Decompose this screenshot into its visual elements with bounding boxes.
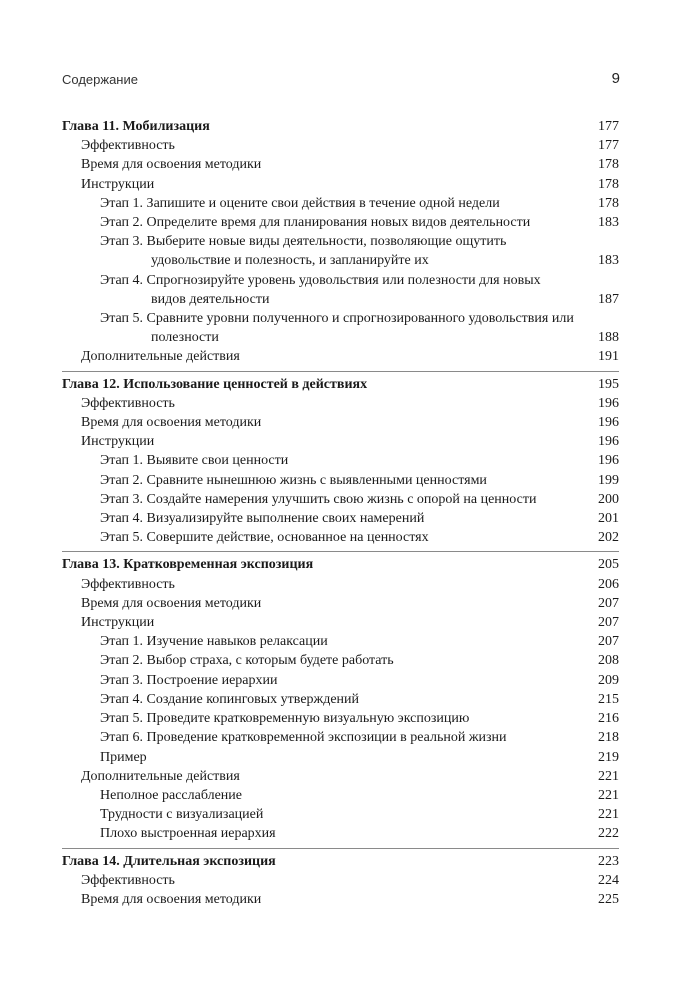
subsection-entry[interactable] bbox=[62, 709, 619, 728]
subsection-entry[interactable] bbox=[62, 824, 619, 843]
section-entry[interactable] bbox=[62, 890, 619, 909]
entry-title: Дополнительные действия bbox=[81, 349, 240, 365]
entry-title: Время для освоения методики bbox=[81, 595, 262, 611]
subsection-entry[interactable] bbox=[62, 271, 619, 309]
entry-title: Этап 2. Определите время для планирования новых видов деятельности bbox=[100, 215, 531, 231]
entry-page-number: 223 bbox=[598, 853, 619, 869]
section-entry[interactable] bbox=[62, 767, 619, 786]
entry-page-number: 207 bbox=[598, 615, 619, 631]
section-entry[interactable] bbox=[62, 413, 619, 432]
entry-title: Время для освоения методики bbox=[81, 157, 262, 173]
entry-title: Этап 5. Совершите действие, основанное на ценностях bbox=[100, 530, 429, 546]
chapter-section bbox=[62, 117, 619, 367]
subsection-entry[interactable] bbox=[62, 194, 619, 213]
entry-page-number: 215 bbox=[598, 691, 619, 707]
entry-title: Этап 4. Визуализируйте выполнение своих намерений bbox=[100, 511, 425, 527]
subsection-entry[interactable] bbox=[62, 671, 619, 690]
table-of-contents bbox=[62, 117, 619, 909]
entry-page-number: 207 bbox=[598, 634, 619, 650]
section-entry[interactable] bbox=[62, 871, 619, 890]
entry-page-number: 219 bbox=[598, 749, 619, 765]
entry-title: Этап 4. Спрогнозируйте уровень удовольствия или полезности для новых видов деятельности bbox=[100, 272, 541, 307]
subsection-entry[interactable] bbox=[62, 690, 619, 709]
subsection-entry[interactable] bbox=[62, 728, 619, 747]
subsection-entry[interactable] bbox=[62, 309, 619, 347]
entry-title: Этап 3. Построение иерархии bbox=[100, 672, 278, 688]
entry-title: Эффективность bbox=[81, 576, 175, 592]
subsection-entry[interactable] bbox=[62, 748, 619, 767]
entry-page-number: 225 bbox=[598, 891, 619, 907]
section-entry[interactable] bbox=[62, 394, 619, 413]
entry-page-number: 206 bbox=[598, 576, 619, 592]
subsection-entry[interactable] bbox=[62, 232, 619, 270]
entry-page-number: 199 bbox=[598, 472, 619, 488]
entry-page-number: 202 bbox=[598, 530, 619, 546]
entry-title: Эффективность bbox=[81, 138, 175, 154]
entry-page-number: 196 bbox=[598, 415, 619, 431]
entry-title: Эффективность bbox=[81, 395, 175, 411]
entry-page-number: 196 bbox=[598, 434, 619, 450]
entry-title: Неполное расслабление bbox=[100, 787, 243, 803]
entry-page-number: 178 bbox=[598, 195, 619, 211]
subsection-entry[interactable] bbox=[62, 451, 619, 470]
subsection-entry[interactable] bbox=[62, 805, 619, 824]
entry-page-number: 216 bbox=[598, 711, 619, 727]
running-title: Содержание bbox=[62, 72, 138, 87]
entry-title: Инструкции bbox=[81, 434, 155, 450]
chapter-section bbox=[62, 848, 619, 910]
section-entry[interactable] bbox=[62, 136, 619, 155]
entry-page-number: 224 bbox=[598, 872, 619, 888]
entry-title: Этап 3. Создайте намерения улучшить свою жизнь с опорой на ценности bbox=[100, 491, 537, 507]
entry-page-number: 191 bbox=[598, 349, 619, 365]
entry-title: Эффективность bbox=[81, 872, 175, 888]
chapter-section bbox=[62, 371, 619, 548]
subsection-entry[interactable] bbox=[62, 213, 619, 232]
entry-title: Дополнительные действия bbox=[81, 768, 240, 784]
entry-page-number: 208 bbox=[598, 653, 619, 669]
entry-title: Глава 12. Использование ценностей в действиях bbox=[62, 376, 368, 392]
section-entry[interactable] bbox=[62, 155, 619, 174]
entry-page-number: 178 bbox=[598, 157, 619, 173]
entry-page-number: 177 bbox=[598, 119, 619, 134]
subsection-entry[interactable] bbox=[62, 632, 619, 651]
entry-page-number: 221 bbox=[598, 807, 619, 823]
entry-title: Этап 1. Запишите и оцените свои действия в течение одной недели bbox=[100, 195, 500, 211]
entry-page-number: 218 bbox=[598, 730, 619, 746]
entry-title: Этап 6. Проведение кратковременной экспозиции в реальной жизни bbox=[100, 730, 507, 746]
entry-page-number: 221 bbox=[598, 768, 619, 784]
section-entry[interactable] bbox=[62, 175, 619, 194]
section-entry[interactable] bbox=[62, 575, 619, 594]
chapter-heading[interactable] bbox=[62, 375, 619, 394]
entry-page-number: 183 bbox=[598, 253, 619, 269]
entry-title: Этап 4. Создание копинговых утверждений bbox=[100, 691, 360, 707]
entry-page-number: 205 bbox=[598, 557, 619, 573]
entry-title: Этап 3. Выберите новые виды деятельности, позволяющие ощутить удовольствие и полезность, и запланируйте их bbox=[100, 234, 507, 269]
entry-page-number: 209 bbox=[598, 672, 619, 688]
subsection-entry[interactable] bbox=[62, 651, 619, 670]
subsection-entry[interactable] bbox=[62, 786, 619, 805]
entry-title: Этап 1. Выявите свои ценности bbox=[100, 453, 289, 469]
entry-title: Этап 1. Изучение навыков релаксации bbox=[100, 634, 328, 650]
entry-page-number: 207 bbox=[598, 595, 619, 611]
entry-page-number: 201 bbox=[598, 511, 619, 527]
entry-title: Инструкции bbox=[81, 176, 155, 192]
entry-title: Время для освоения методики bbox=[81, 891, 262, 907]
entry-page-number: 196 bbox=[598, 395, 619, 411]
entry-title: Пример bbox=[100, 749, 147, 765]
entry-title: Глава 14. Длительная экспозиция bbox=[62, 853, 276, 869]
entry-page-number: 222 bbox=[598, 826, 619, 842]
page-number: 9 bbox=[611, 70, 620, 87]
entry-title: Глава 13. Кратковременная экспозиция bbox=[62, 557, 314, 573]
entry-title: Этап 5. Проведите кратковременную визуальную экспозицию bbox=[100, 711, 470, 727]
entry-title: Этап 5. Сравните уровни полученного и спрогнозированного удовольствия или полезности bbox=[100, 311, 574, 346]
section-entry[interactable] bbox=[62, 347, 619, 366]
entry-title: Плохо выстроенная иерархия bbox=[100, 826, 276, 842]
section-entry[interactable] bbox=[62, 613, 619, 632]
subsection-entry[interactable] bbox=[62, 471, 619, 490]
entry-title: Этап 2. Сравните нынешнюю жизнь с выявленными ценностями bbox=[100, 472, 487, 488]
entry-page-number: 195 bbox=[598, 376, 619, 392]
chapter-heading[interactable] bbox=[62, 555, 619, 574]
subsection-entry[interactable] bbox=[62, 509, 619, 528]
entry-page-number: 221 bbox=[598, 787, 619, 803]
entry-title: Глава 11. Мобилизация bbox=[62, 119, 210, 134]
entry-page-number: 188 bbox=[598, 330, 619, 346]
entry-page-number: 187 bbox=[598, 291, 619, 307]
section-entry[interactable] bbox=[62, 432, 619, 451]
section-entry[interactable] bbox=[62, 594, 619, 613]
entry-page-number: 178 bbox=[598, 176, 619, 192]
subsection-entry[interactable] bbox=[62, 490, 619, 509]
entry-title: Инструкции bbox=[81, 615, 155, 631]
running-head bbox=[62, 70, 620, 90]
chapter-heading[interactable] bbox=[62, 117, 619, 136]
entry-page-number: 196 bbox=[598, 453, 619, 469]
chapter-heading[interactable] bbox=[62, 852, 619, 871]
entry-page-number: 183 bbox=[598, 215, 619, 231]
chapter-section bbox=[62, 551, 619, 843]
entry-page-number: 200 bbox=[598, 491, 619, 507]
subsection-entry[interactable] bbox=[62, 528, 619, 547]
entry-title: Время для освоения методики bbox=[81, 415, 262, 431]
entry-title: Трудности с визуализацией bbox=[100, 807, 264, 823]
entry-page-number: 177 bbox=[598, 138, 619, 154]
entry-title: Этап 2. Выбор страха, с которым будете работать bbox=[100, 653, 394, 669]
